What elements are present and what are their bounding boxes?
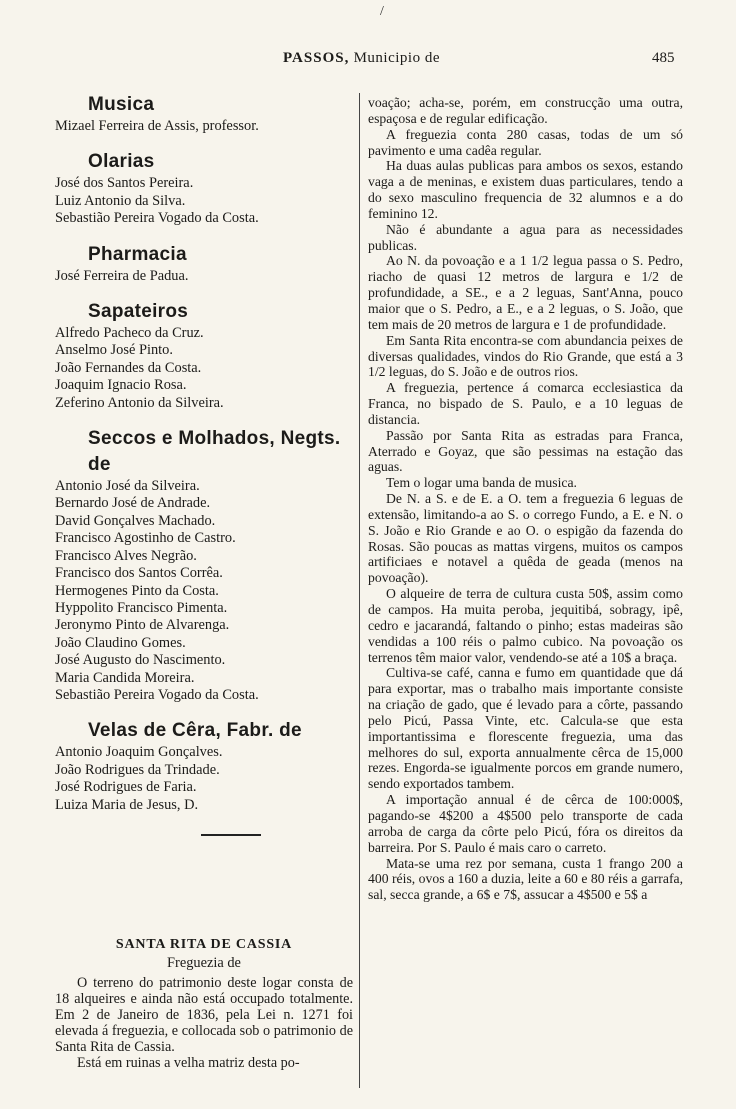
list-entry: Sebastião Pereira Vogado da Costa. <box>55 210 259 227</box>
section-seccos-e-molhados <box>55 426 353 704</box>
section-title: Pharmacia <box>88 243 187 265</box>
list-entry: Francisco Alves Negrão. <box>55 547 197 564</box>
list-entry: João Rodrigues da Trindade. <box>55 761 220 778</box>
santa-rita-paragraph: O terreno do patrimonio deste logar consta de 18 alqueires e ainda não está occupado totalmente. Em 2 de Janeiro de 1836, pela Lei n. 1271 foi elevada á freguezia, e collocada sob o patrimonio de Santa Rita de Cassia. <box>55 974 353 1055</box>
santa-rita-subtitle: Freguezia de <box>167 954 241 971</box>
list-entry: Joaquim Ignacio Rosa. <box>55 377 187 394</box>
section-title: Sapateiros <box>88 301 189 323</box>
list-entry: Maria Candida Moreira. <box>55 669 195 686</box>
list-entry: Antonio José da Silveira. <box>55 478 200 495</box>
list-entry: Zeferino Antonio da Silveira. <box>55 394 224 411</box>
list-entry: José dos Santos Pereira. <box>55 175 194 192</box>
page-header <box>0 50 736 74</box>
list-entry: João Fernandes da Costa. <box>55 359 202 376</box>
text-paragraph: De N. a S. e de E. a O. tem a freguezia 6 leguas de extensão, limitando-a ao S. o corrego Fundo, a E. e N. o S. João e Rio Grande e ao O. o espigão da fazenda do Rosas. São poucas as mattas virgens, muitos os campos artificiaes e notavel a quêda de geada (menos na povoação). <box>368 491 683 586</box>
top-mark: / <box>380 4 384 19</box>
text-paragraph: Ao N. da povoação e a 1 1/2 legua passa o S. Pedro, riacho de quasi 12 metros de largura e 1/2 de profundidade, a SE., e a 2 leguas, Sant'Anna, pouco maior que o S. Pedro, a E., e a 2 leguas, o S. João, que tem mais de 20 metros de largura e 1 de profundidade. <box>368 253 683 332</box>
list-entry: José Augusto do Nascimento. <box>55 652 226 669</box>
list-entry: Jeronymo Pinto de Alvarenga. <box>55 617 230 634</box>
section-title: Seccos e Molhados, Negts. de <box>88 428 341 476</box>
column-divider <box>359 93 360 1088</box>
list-entry: Sebastião Pereira Vogado da Costa. <box>55 686 259 703</box>
santa-rita-paragraph: Está em ruinas a velha matriz desta po- <box>77 1054 300 1071</box>
santa-rita-heading: SANTA RITA DE CASSIA <box>115 936 293 952</box>
text-paragraph: A importação annual é de cêrca de 100:000$, pagando-se 4$200 a 4$500 pelo transporte de cada arroba de carga da côrte pelo Picú, fóra os direitos da barreira. Por S. Paulo é mais caro o carreto. <box>368 792 683 855</box>
list-entry: Alfredo Pacheco da Cruz. <box>55 325 204 342</box>
running-head-rest: Municipio de <box>353 50 440 66</box>
section-velas-de-cera <box>55 718 353 814</box>
section-rule <box>201 834 261 836</box>
running-head <box>283 50 440 67</box>
list-entry: José Rodrigues de Faria. <box>55 779 197 796</box>
section-pharmacia <box>55 242 353 285</box>
text-paragraph: A freguezia conta 280 casas, todas de um só pavimento e uma cadêa regular. <box>368 126 683 158</box>
section-sapateiros <box>55 299 353 412</box>
left-column <box>55 92 353 1071</box>
list-entry: David Gonçalves Machado. <box>55 512 216 529</box>
text-paragraph: Cultiva-se café, canna e fumo em quantidade que dá para exportar, mas o trabalho mais importante consiste na criação de gado, que é levado para a côrte, passando pelo Picú, Passa Vinte, etc. Calcula-se que esta importantissima e florescente freguezia, uma das melhores do sul, exporta annualmente cêrca de 15,000 rezes. Engorda-se igualmente porcos em grande numero, sendo exportados tambem. <box>368 665 683 792</box>
text-paragraph: Em Santa Rita encontra-se com abundancia peixes de diversas qualidades, vindos do Rio Grande, que está a 3 1/2 leguas, do S. João e de outros rios. <box>368 332 683 380</box>
text-paragraph: Passão por Santa Rita as estradas para Franca, Aterrado e Goyaz, que são pessimas na estação das aguas. <box>368 427 683 475</box>
section-musica <box>55 92 353 135</box>
list-entry: Hermogenes Pinto da Costa. <box>55 582 219 599</box>
text-paragraph: Mata-se uma rez por semana, custa 1 frango 200 a 400 réis, ovos a 160 a duzia, leite a 60 e 80 réis a garrafa, sal, secca grande, a 6$ e 7$, assucar a 4$500 e 5$ a <box>368 855 683 903</box>
list-entry: Francisco dos Santos Corrêa. <box>55 565 223 582</box>
text-paragraph: Tem o logar uma banda de musica. <box>386 475 577 491</box>
section-olarias <box>55 149 353 227</box>
right-column <box>368 95 683 903</box>
text-paragraph: Não é abundante a agua para as necessidades publicas. <box>368 221 683 253</box>
section-title: Velas de Cêra, Fabr. de <box>88 720 302 742</box>
list-entry: Antonio Joaquim Gonçalves. <box>55 744 223 761</box>
list-entry: Mizael Ferreira de Assis, professor. <box>55 118 259 134</box>
list-entry: Hyppolito Francisco Pimenta. <box>55 599 228 616</box>
list-entry: Bernardo José de Andrade. <box>55 495 211 512</box>
section-title: Olarias <box>88 151 155 173</box>
list-entry: João Claudino Gomes. <box>55 634 186 651</box>
list-entry: José Ferreira de Padua. <box>55 267 189 284</box>
page-number: 485 <box>652 50 675 66</box>
section-title: Musica <box>88 94 155 115</box>
list-entry: Luiza Maria de Jesus, D. <box>55 796 199 813</box>
list-entry: Francisco Agostinho de Castro. <box>55 530 236 547</box>
list-entry: Luiz Antonio da Silva. <box>55 192 186 209</box>
text-paragraph: O alqueire de terra de cultura custa 50$, assim como de campos. Ha muita peroba, jequitibá, sobragy, ipê, cedro e jacarandá, faltando o pinho; estas madeiras são vendidas a 100 réis o palmo cubico. Na povoação os terrenos têm maior valor, vendendo-se até a 10$ a braça. <box>368 586 683 665</box>
list-entry: Anselmo José Pinto. <box>55 342 173 359</box>
text-paragraph: voação; acha-se, porém, em construcção uma outra, espaçosa e de regular edificação. <box>368 95 683 126</box>
running-head-place: PASSOS, <box>283 50 350 66</box>
text-paragraph: Ha duas aulas publicas para ambos os sexos, estando vaga a de meninas, e existem duas particulares, tendo a do sexo masculino frequencia de 32 alumnos e a do feminino 12. <box>368 158 683 221</box>
text-paragraph: A freguezia, pertence á comarca ecclesiastica da Franca, no bispado de S. Paulo, e a 10 leguas de distancia. <box>368 380 683 427</box>
